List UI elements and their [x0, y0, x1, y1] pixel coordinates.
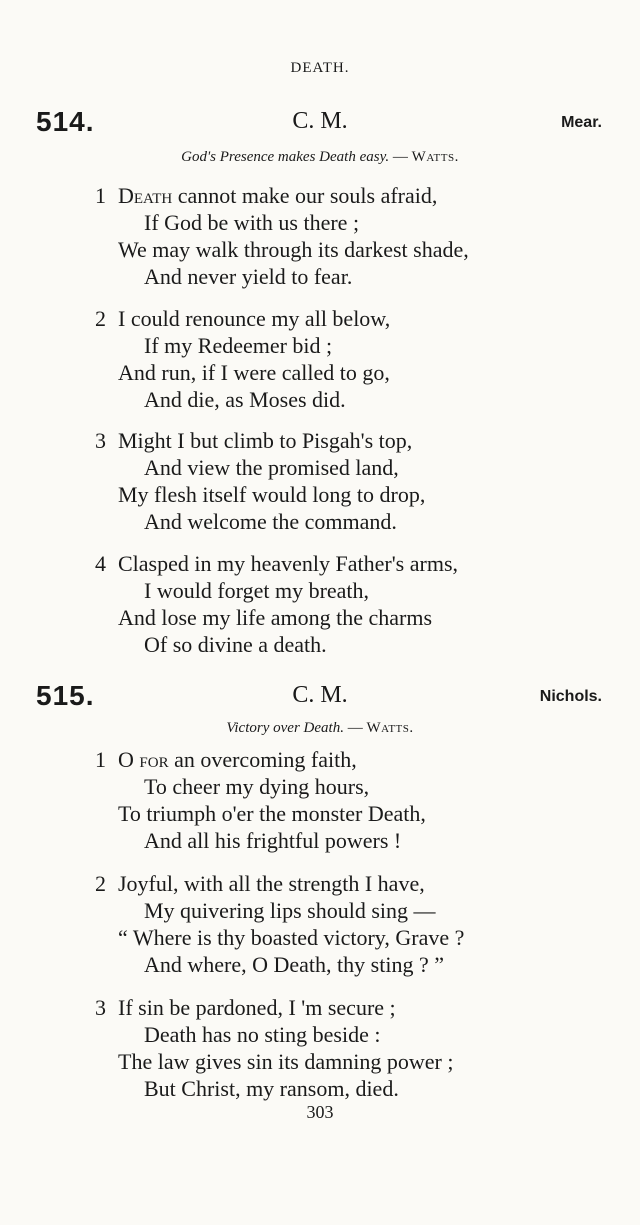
- hymn-author: Watts.: [411, 149, 459, 165]
- verse-line: And where, O Death, thy sting ? ”: [144, 952, 444, 977]
- hymn-number: 515.: [36, 680, 95, 711]
- hymn-meter: C. M.: [292, 108, 348, 134]
- stanza: [0, 746, 640, 854]
- verse-line: And view the promised land,: [144, 455, 399, 480]
- running-head: DEATH.: [290, 60, 350, 76]
- hymn-tune: Mear.: [561, 114, 602, 131]
- verse-number: 2: [95, 306, 106, 331]
- verse-line: Death has no sting beside :: [144, 1022, 381, 1047]
- hymn-tune: Nichols.: [539, 688, 602, 705]
- verse-line: an overcoming faith,: [168, 747, 357, 772]
- hymn-header: [0, 680, 640, 714]
- hymn-number: 514.: [36, 106, 95, 137]
- verse-line: Clasped in my heavenly Father's arms,: [118, 551, 459, 576]
- stanza: [0, 994, 640, 1102]
- hymn-topic: Victory over Death.: [226, 720, 344, 736]
- hymn-subtitle: [0, 149, 640, 166]
- hymn-subtitle: [0, 720, 640, 737]
- verse-line: And welcome the command.: [144, 509, 397, 534]
- verse-line: My flesh itself would long to drop,: [118, 482, 426, 507]
- verse-line: And lose my life among the charms: [118, 605, 433, 630]
- verse-line: I could renounce my all below,: [118, 306, 391, 331]
- hymn-meter: C. M.: [292, 682, 348, 708]
- verse-line: The law gives sin its damning power ;: [118, 1049, 454, 1074]
- verse-line: If sin be pardoned, I 'm secure ;: [118, 995, 396, 1020]
- verse-number: 1: [95, 747, 106, 772]
- verse-line: If my Redeemer bid ;: [144, 333, 333, 358]
- verse-number: 3: [95, 428, 106, 453]
- verse-line: Might I but climb to Pisgah's top,: [118, 428, 413, 453]
- verse-line: I would forget my breath,: [144, 578, 370, 603]
- verse-line: We may walk through its darkest shade,: [118, 237, 469, 262]
- verse-number: 2: [95, 871, 106, 896]
- verse-line: But Christ, my ransom, died.: [144, 1076, 399, 1101]
- page-number: 303: [306, 1102, 334, 1122]
- stanza: [0, 182, 640, 290]
- verse-lead-word: Death: [118, 183, 173, 208]
- verse-number: 1: [95, 183, 106, 208]
- subtitle-dash: —: [389, 149, 412, 165]
- stanza: [0, 427, 640, 535]
- hymn-topic: God's Presence makes Death easy.: [181, 149, 390, 165]
- verse-line: And run, if I were called to go,: [118, 360, 390, 385]
- verse-line: Joyful, with all the strength I have,: [118, 871, 425, 896]
- verse-line: My quivering lips should sing —: [144, 898, 436, 923]
- verse-lead-word: O for: [118, 747, 169, 772]
- verse-line: If God be with us there ;: [144, 210, 360, 235]
- verse-line: cannot make our souls afraid,: [172, 183, 438, 208]
- hymn-header: [0, 106, 640, 140]
- verse-line: Of so divine a death.: [144, 632, 327, 657]
- verse-line: And never yield to fear.: [144, 264, 353, 289]
- verse-line: To cheer my dying hours,: [144, 774, 370, 799]
- verse-number: 3: [95, 995, 106, 1020]
- hymn-author: Watts.: [366, 720, 414, 736]
- stanza: [0, 305, 640, 413]
- stanza: [0, 870, 640, 978]
- subtitle-dash: —: [343, 720, 367, 736]
- stanza: [0, 550, 640, 658]
- verse-line: To triumph o'er the monster Death,: [118, 801, 426, 826]
- verse-line: And die, as Moses did.: [144, 387, 346, 412]
- verse-line: “ Where is thy boasted victory, Grave ?: [118, 925, 465, 950]
- verse-line: And all his frightful powers !: [144, 828, 402, 853]
- verse-number: 4: [95, 551, 106, 576]
